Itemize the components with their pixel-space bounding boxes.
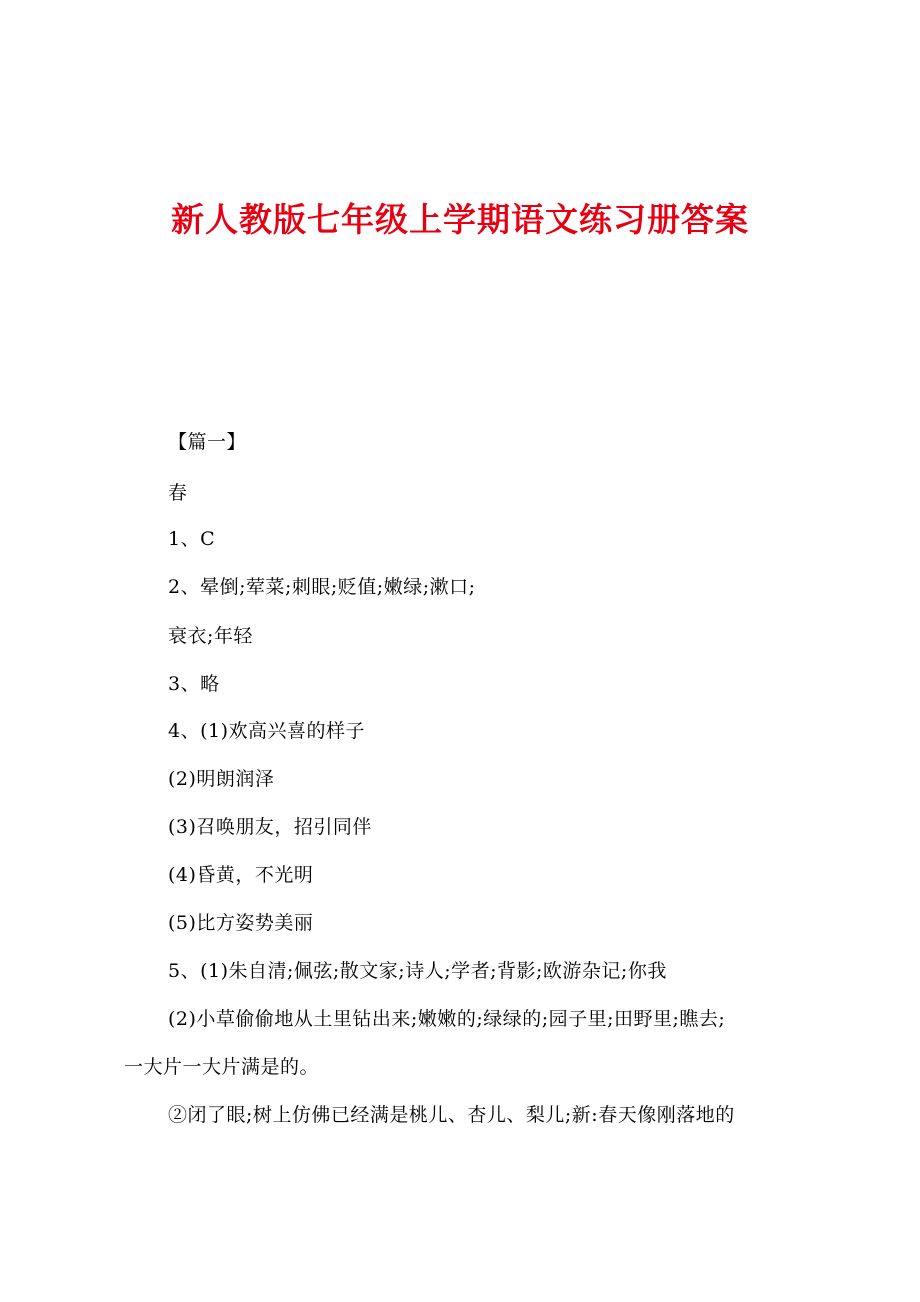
- answer-line: 2、晕倒;荤菜;刺眼;贬值;嫩绿;漱口;: [168, 576, 476, 598]
- answer-line: (4)昏黄，不光明: [168, 864, 314, 886]
- section-heading: 【篇一】: [168, 431, 247, 453]
- answer-line: (3)召唤朋友，招引同伴: [168, 816, 372, 838]
- answer-line: 1、C: [168, 528, 216, 550]
- answer-line: 3、略: [168, 673, 220, 695]
- document-title: 新人教版七年级上学期语文练习册答案: [171, 200, 749, 239]
- answer-line: (5)比方姿势美丽: [168, 912, 314, 934]
- answer-line: 4、(1)欢高兴喜的样子: [168, 720, 366, 742]
- lesson-title: 春: [168, 482, 188, 504]
- answer-line: (2)明朗润泽: [168, 768, 275, 790]
- answer-line: (2)小草偷偷地从土里钻出来;嫩嫩的;绿绿的;园子里;田野里;瞧去;: [168, 1008, 726, 1030]
- answer-line: 5、(1)朱自清;佩弦;散文家;诗人;学者;背影;欧游杂记;你我: [168, 960, 667, 982]
- answer-line: 衰衣;年轻: [168, 625, 253, 647]
- answer-line: ②闭了眼;树上仿佛已经满是桃儿、杏儿、梨儿;新:春天像刚落地的: [168, 1104, 735, 1126]
- answer-line-continued: 一大片一大片满是的。: [124, 1056, 320, 1078]
